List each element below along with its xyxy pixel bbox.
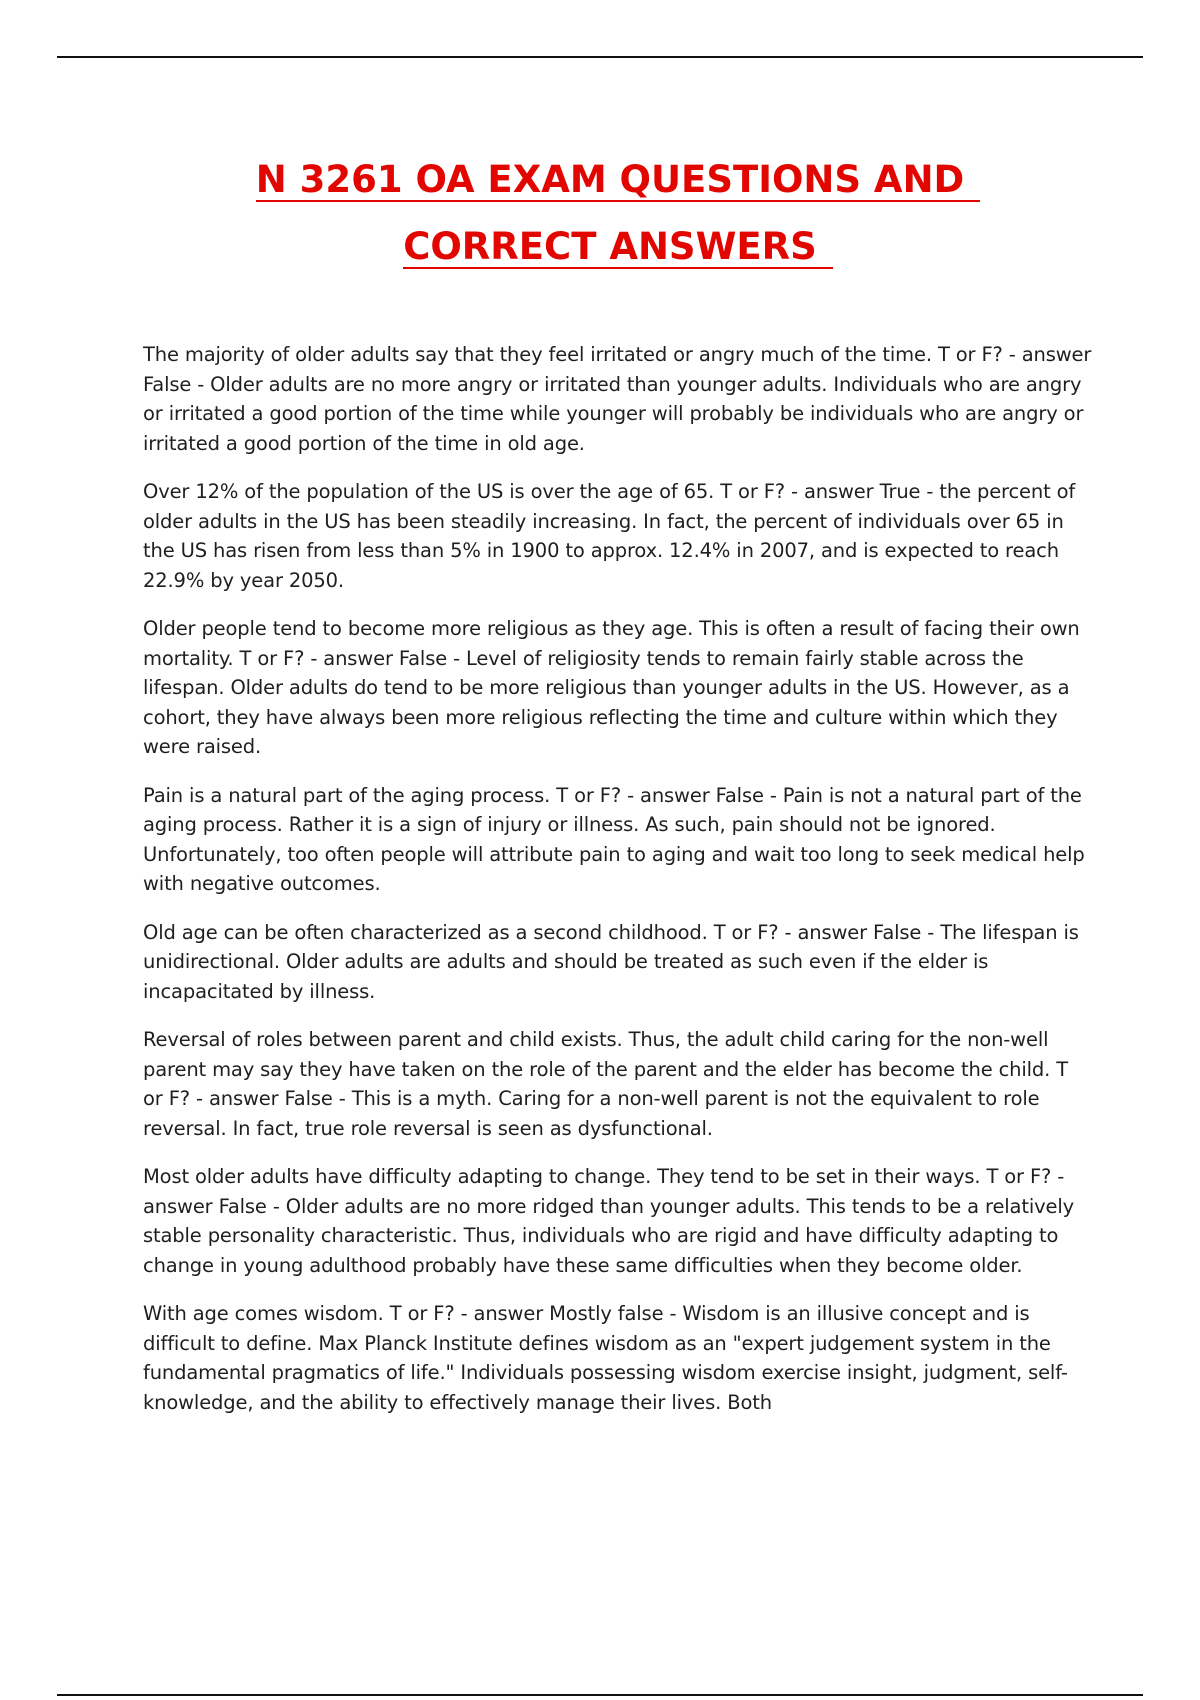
title-line-1: N 3261 OA EXAM QUESTIONS AND bbox=[256, 160, 981, 202]
qa-item-7: Most older adults have difficulty adapting to change. They tend to be set in their ways. T or F? - answer False - Older adults are no more ridged than younger adults. This tends to be a relatively stable personality characteristic. Thus, individuals who are rigid and have difficulty adapting to change in young adulthood probably have these same difficulties when they become older. bbox=[143, 1165, 1075, 1277]
qa-item-3: Older people tend to become more religious as they age. This is often a result of facing their own mortality. T or F? - answer False - Level of religiosity tends to remain fairly stable across the lifespan. Older adults do tend to be more religious than younger adults in the US. However, as a cohort, they have always been more religious reflecting the time and culture within which they were raised. bbox=[143, 617, 1080, 758]
qa-list bbox=[143, 340, 1093, 1436]
qa-item-5: Old age can be often characterized as a second childhood. T or F? - answer False - The lifespan is unidirectional. Older adults are adults and should be treated as such even if the elder is incapacitated by illness. bbox=[143, 920, 1079, 1003]
qa-item-2: Over 12% of the population of the US is over the age of 65. T or F? - answer True - the percent of older adults in the US has been steadily increasing. In fact, the percent of individuals over 65 in the US has risen from less than 5% in 1900 to approx. 12.4% in 2007, and is expected to reach 22.9% by year 2050. bbox=[143, 480, 1076, 592]
document-title bbox=[0, 146, 1200, 280]
title-line-2: CORRECT ANSWERS bbox=[403, 227, 833, 269]
bottom-rule bbox=[57, 1694, 1143, 1696]
qa-item-6: Reversal of roles between parent and child exists. Thus, the adult child caring for the non-well parent may say they have taken on the role of the parent and the elder has become the child. T or F? - answer False - This is a myth. Caring for a non-well parent is not the equivalent to role reversal. In fact, true role reversal is seen as dysfunctional. bbox=[143, 1028, 1068, 1140]
qa-item-1: The majority of older adults say that they feel irritated or angry much of the time. T or F? - answer False - Older adults are no more angry or irritated than younger adults. Individuals who are angry or irritated a good portion of the time while younger will probably be individuals who are angry or irritated a good portion of the time in old age. bbox=[143, 343, 1092, 455]
qa-item-4: Pain is a natural part of the aging process. T or F? - answer False - Pain is not a natural part of the aging process. Rather it is a sign of injury or illness. As such, pain should not be ignored. Unfortunately, too often people will attribute pain to aging and wait too long to seek medical help with negative outcomes. bbox=[143, 783, 1085, 895]
top-rule bbox=[57, 56, 1143, 58]
qa-item-8: With age comes wisdom. T or F? - answer Mostly false - Wisdom is an illusive concept and is difficult to define. Max Planck Institute defines wisdom as an "expert judgement system in the fundamental pragmatics of life." Individuals possessing wisdom exercise insight, judgment, self-knowledge, and the ability to effectively manage their lives. Both bbox=[143, 1302, 1068, 1414]
